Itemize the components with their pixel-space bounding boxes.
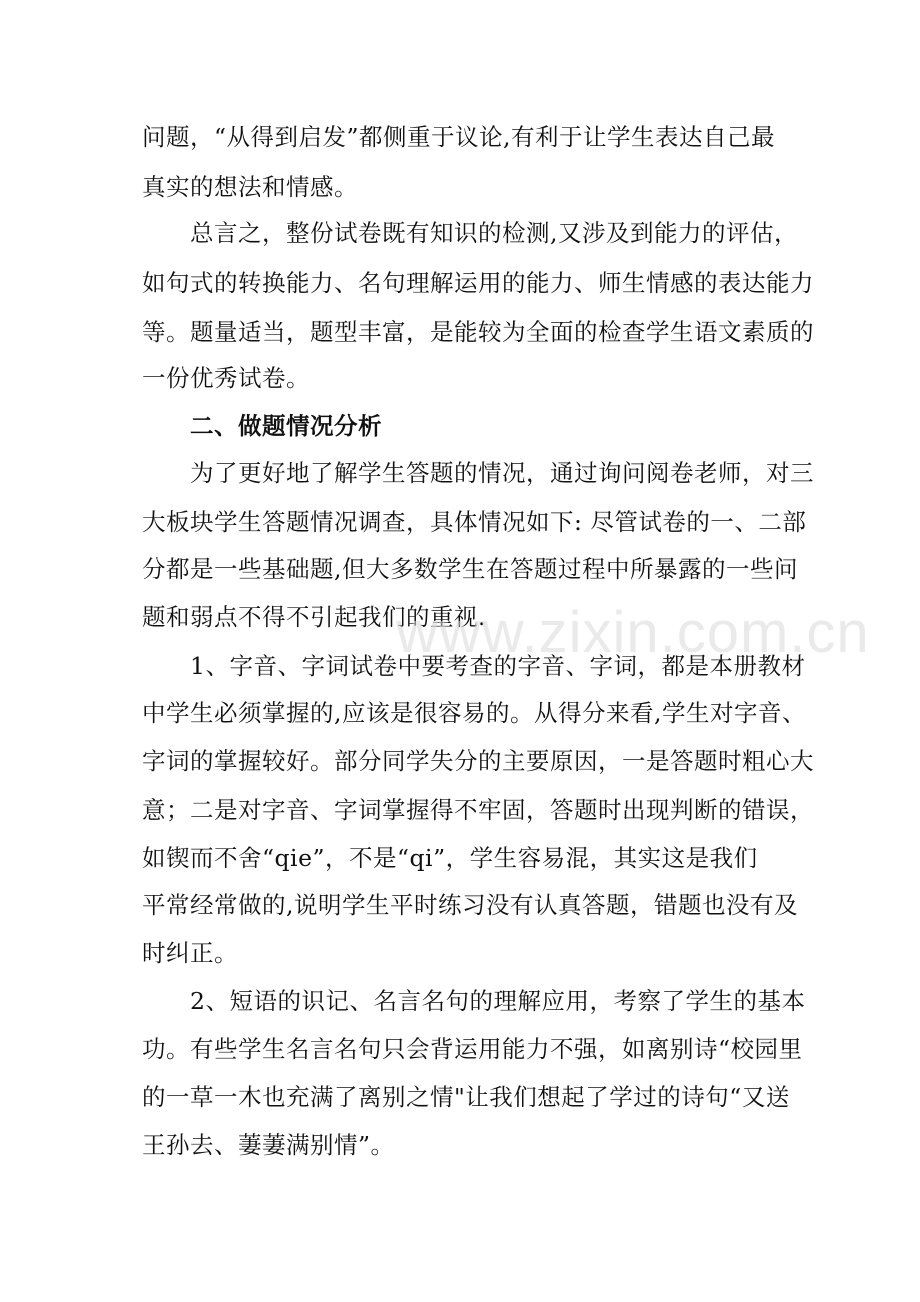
paragraph-line: 如句式的转换能力、名句理解运用的能力、师生情感的表达能力 bbox=[142, 269, 814, 297]
paragraph-line: 为了更好地了解学生答题的情况，通过询问阅卷老师，对三 bbox=[142, 459, 814, 487]
paragraph-line: 一份优秀试卷。 bbox=[142, 364, 310, 392]
paragraph-line: 中学生必须掌握的,应该是很容易的。从得分来看,学生对字音、 bbox=[142, 699, 806, 727]
section-heading: 二、做题情况分析 bbox=[142, 412, 382, 440]
paragraph-line: 题和弱点不得不引起我们的重视. bbox=[142, 603, 486, 631]
watermark: www.zixin.com.cn bbox=[396, 600, 870, 665]
paragraph-line: 的一草一木也充满了离别之情"让我们想起了学过的诗句“又送 bbox=[142, 1083, 790, 1111]
paragraph-line: 分都是一些基础题,但大多数学生在答题过程中所暴露的一些问 bbox=[142, 555, 798, 583]
paragraph-line: 等。题量适当，题型丰富，是能较为全面的检查学生语文素质的 bbox=[142, 318, 814, 346]
paragraph-line: 1、字音、字词试卷中要考查的字音、字词，都是本册教材 bbox=[142, 652, 806, 680]
paragraph-line: 2、短语的识记、名言名句的理解应用，考察了学生的基本 bbox=[142, 987, 806, 1015]
paragraph-line: 意；二是对字音、字词掌握得不牢固，答题时出现判断的错误， bbox=[142, 796, 814, 824]
paragraph-line: 功。有些学生名言名句只会背运用能力不强，如离别诗“校园里 bbox=[142, 1035, 803, 1063]
paragraph-line: 大板块学生答题情况调查，具体情况如下: 尽管试卷的一、二部 bbox=[142, 508, 807, 536]
paragraph-line: 问题，“从得到启发”都侧重于议论,有利于让学生表达自己最 bbox=[142, 123, 775, 151]
paragraph-line: 字词的掌握较好。部分同学失分的主要原因，一是答题时粗心大 bbox=[142, 747, 814, 775]
paragraph-line: 真实的想法和情感。 bbox=[142, 173, 358, 201]
paragraph-line: 王孙去、萋萋满别情”。 bbox=[142, 1131, 395, 1159]
paragraph-line: 如锲而不舍“qie”，不是“qi”，学生容易混，其实这是我们 bbox=[142, 844, 758, 872]
paragraph-line: 总言之，整份试卷既有知识的检测,又涉及到能力的评估， bbox=[142, 219, 798, 247]
paragraph-line: 平常经常做的,说明学生平时练习没有认真答题，错题也没有及 bbox=[142, 891, 798, 919]
paragraph-line: 时纠正。 bbox=[142, 939, 238, 967]
